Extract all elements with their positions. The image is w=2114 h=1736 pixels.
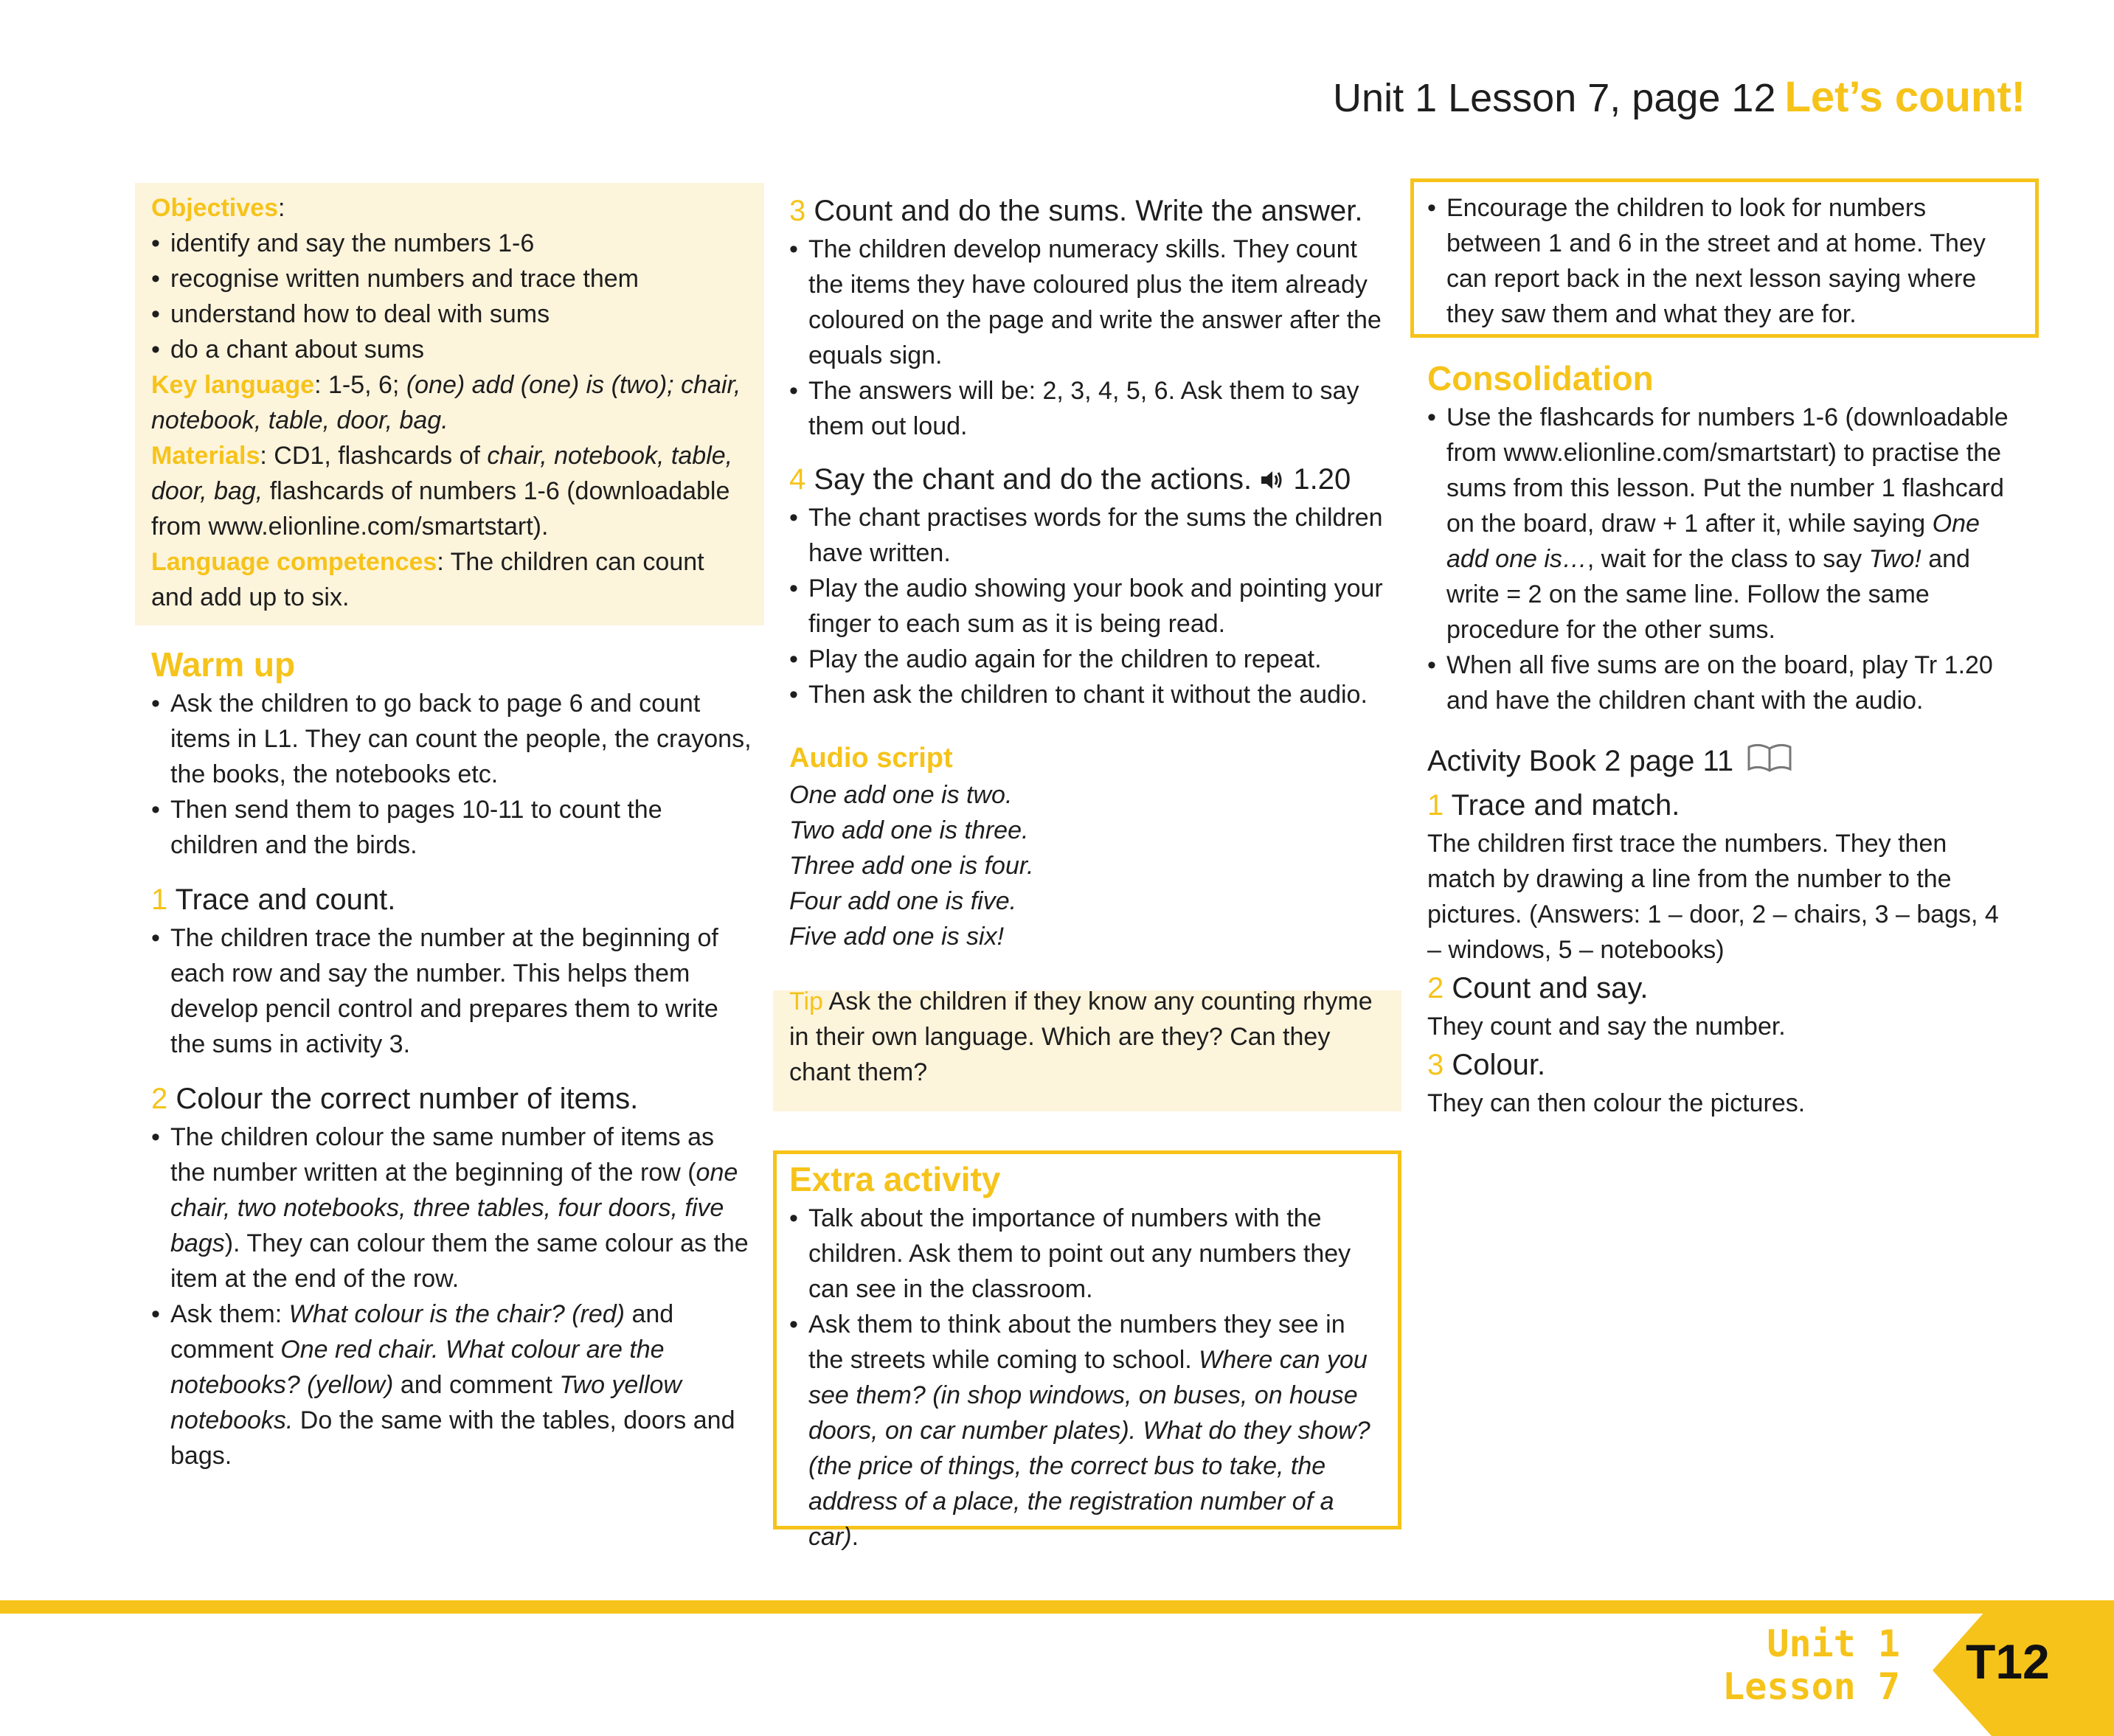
activity-1-title: 1 Trace and count. xyxy=(151,883,396,916)
column-right xyxy=(1427,190,2017,1121)
ab-activity-1-title: 1 Trace and match. xyxy=(1427,789,1680,822)
note-item: • Encourage the children to look for numbers between 1 and 6 in the street and at home. They can report back in the next lesson saying where they saw them and what they are for. xyxy=(1427,190,2017,332)
ab-activity-2-title: 2 Count and say. xyxy=(1427,972,1649,1004)
track-number: 1.20 xyxy=(1293,463,1351,496)
footer-lesson: Lesson 7 xyxy=(1722,1665,1900,1708)
activity-4-item: • The chant practises words for the sums the children have written. xyxy=(789,500,1394,571)
header-title: Let’s count! xyxy=(1784,73,2025,121)
book-icon xyxy=(1746,741,1793,774)
tip: Tip Ask the children if they know any counting rhyme in their own language. Which are they? Can they chant them? xyxy=(789,987,1373,1086)
page-number: T12 xyxy=(1966,1634,2050,1689)
warmup-item: • Then send them to pages 10-11 to count the children and the birds. xyxy=(151,792,752,863)
objective-item: • identify and say the numbers 1-6 xyxy=(151,226,752,261)
page-header xyxy=(1333,72,2025,122)
extra-activity-title: Extra activity xyxy=(789,1160,1001,1198)
audio-line: Two add one is three. xyxy=(789,816,1029,844)
objective-item: • understand how to deal with sums xyxy=(151,296,752,332)
activity-4-item: • Then ask the children to chant it without the audio. xyxy=(789,677,1394,712)
activity-4-item: • Play the audio showing your book and pointing your finger to each sum as it is being read. xyxy=(789,571,1394,642)
extra-activity-item: • Ask them to think about the numbers they see in the streets while coming to school. Where can you see them? (in shop windows, on buses, on house doors, on car number plates). What do they show? (the price of things, the correct bus to take, the address of a place, the registration number of a car). xyxy=(789,1307,1384,1555)
ab-activity-1-text: The children first trace the numbers. They then match by drawing a line from the number to the pictures. (Answers: 1 – door, 2 – chairs, 3 – bags, 4 – windows, 5 – notebooks) xyxy=(1427,830,1999,964)
header-prefix: Unit 1 Lesson 7, page 12 xyxy=(1333,76,1776,120)
extra-activity-item: • Talk about the importance of numbers with the children. Ask them to point out any numbers they can see in the classroom. xyxy=(789,1201,1384,1307)
activity-book-title: Activity Book 2 page 11 xyxy=(1427,740,2017,782)
activity-3-item: • The answers will be: 2, 3, 4, 5, 6. Ask them to say them out loud. xyxy=(789,373,1394,444)
materials: Materials: CD1, flashcards of chair, notebook, table, door, bag, flashcards of numbers 1-6 (downloadable from www.elionline.com/smartstart). xyxy=(151,442,733,541)
warmup-item: • Ask the children to go back to page 6 and count items in L1. They can count the people, the crayons, the books, the notebooks etc. xyxy=(151,686,752,792)
activity-2-title: 2 Colour the correct number of items. xyxy=(151,1083,639,1115)
footer-unit-lesson xyxy=(1722,1622,1900,1708)
audio-line: Five add one is six! xyxy=(789,923,1005,951)
objectives: Objectives: xyxy=(151,194,285,222)
ab-activity-3-title: 3 Colour. xyxy=(1427,1049,1546,1081)
warmup-title: Warm up xyxy=(151,645,296,684)
activity-2-item: • Ask them: What colour is the chair? (red) and comment One red chair. What colour are the notebooks? (yellow) and comment Two yellow notebooks. Do the same with the tables, doors and bags. xyxy=(151,1296,752,1473)
objectives-label: Objectives xyxy=(151,194,278,222)
objective-item: • do a chant about sums xyxy=(151,332,752,367)
activity-4-title: 4 Say the chant and do the actions. 1.20 xyxy=(789,463,1351,496)
activity-3-item: • The children develop numeracy skills. They count the items they have coloured plus the item already coloured on the page and write the answer after the equals sign. xyxy=(789,232,1394,373)
audio-line: One add one is two. xyxy=(789,781,1013,809)
footer-unit: Unit 1 xyxy=(1767,1622,1900,1665)
audio-line: Three add one is four. xyxy=(789,852,1034,880)
ab-activity-2-text: They count and say the number. xyxy=(1427,1013,1786,1041)
consolidation-item: • Use the flashcards for numbers 1-6 (downloadable from www.elionline.com/smartstart) to practise the sums from this lesson. Put the number 1 flashcard on the board, draw + 1 after it, while saying One add one is…, wait for the class to say Two! and write = 2 on the same line. Follow the same procedure for the other sums. xyxy=(1427,400,2017,647)
audio-script-title: Audio script xyxy=(789,743,953,774)
consolidation-title: Consolidation xyxy=(1427,359,1654,397)
activity-4-item: • Play the audio again for the children to repeat. xyxy=(789,642,1394,677)
objective-item: • recognise written numbers and trace them xyxy=(151,261,752,296)
language-competences: Language competences: The children can count and add up to six. xyxy=(151,548,704,611)
activity-2-item: • The children colour the same number of items as the number written at the beginning of the row (one chair, two notebooks, three tables, four doors, five bags). They can colour them the same colour as the item at the end of the row. xyxy=(151,1119,752,1296)
column-middle xyxy=(789,190,1394,1555)
ab-activity-3-text: They can then colour the pictures. xyxy=(1427,1089,1806,1117)
footer-stripe xyxy=(0,1600,2114,1614)
column-left xyxy=(151,190,752,1473)
consolidation-item: • When all five sums are on the board, play Tr 1.20 and have the children chant with the audio. xyxy=(1427,647,2017,718)
audio-line: Four add one is five. xyxy=(789,887,1017,915)
audio-speaker-icon xyxy=(1260,469,1285,491)
activity-1-item: • The children trace the number at the beginning of each row and say the number. This helps them develop pencil control and prepares them to write the sums in activity 3. xyxy=(151,920,752,1062)
key-language: Key language: 1-5, 6; (one) add (one) is (two); chair, notebook, table, door, bag. xyxy=(151,371,741,434)
activity-3-title: 3 Count and do the sums. Write the answer. xyxy=(789,195,1363,227)
